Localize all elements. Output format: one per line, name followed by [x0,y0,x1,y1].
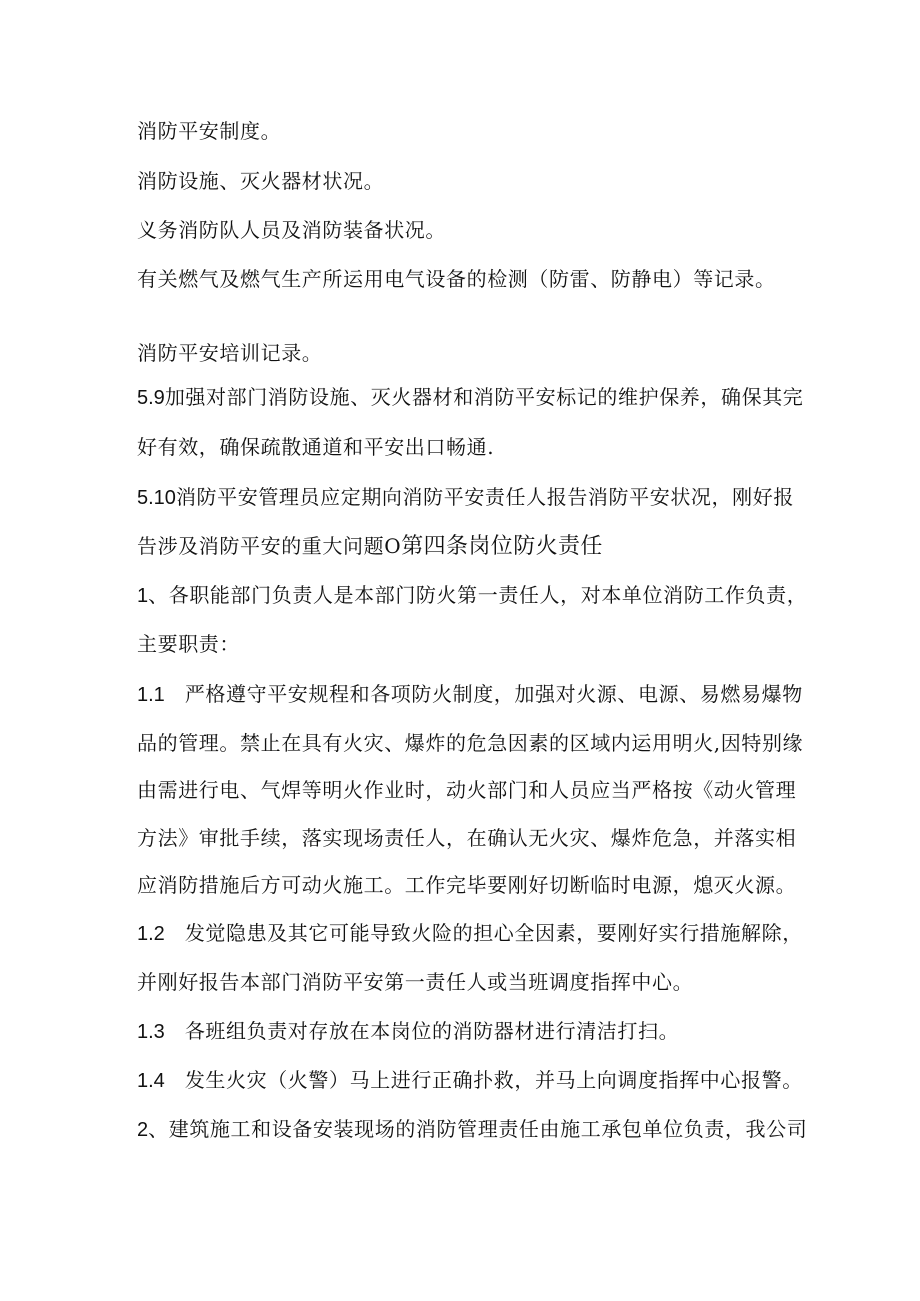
clause-1-3-number: 1.3 [137,1021,165,1043]
clause-5-10-line-1 [137,484,794,511]
clause-2-text: 、建筑施工和设备安装现场的消防管理责任由施工承包单位负责，我公司 [148,1117,808,1141]
clause-1-4-number: 1.4 [137,1070,165,1092]
record-line-2: 消防设施、灭火器材状况。 [137,169,385,193]
clause-5-9-line-2: 好有效，确保疏散通道和平安出口畅通. [137,435,495,459]
clause-1-1-line-2: 品的管理。禁止在具有火灾、爆炸的危急因素的区域内运用明火,因特别缘 [137,731,804,755]
clause-1-3-line-1 [137,1018,679,1045]
record-line-1: 消防平安制度。 [137,119,282,143]
clause-1-2-text: 发觉隐患及其它可能导致火险的担心全因素，要刚好实行措施解除， [184,921,803,945]
clause-5-10-text: 消防平安管理员应定期向消防平安责任人报告消防平安状况，刚好报 [175,485,794,509]
clause-5-10-text-2: 告涉及消防平安的重大问题O [137,534,402,558]
clause-1-4-line-1 [137,1067,803,1094]
record-line-3: 义务消防队人员及消防装备状况。 [137,218,446,242]
clause-5-9-text: 加强对部门消防设施、灭火器材和消防平安标记的维护保养，确保其完 [164,385,804,409]
clause-2-number: 2 [137,1119,149,1141]
clause-1-3-text: 各班组负责对存放在本岗位的消防器材进行清洁打扫。 [184,1019,680,1043]
clause-1-line-1 [137,582,807,609]
clause-5-9-number: 5.9 [137,387,165,409]
clause-1-1-text: 严格遵守平安规程和各项防火制度，加强对火源、电源、易燃易爆物 [184,682,803,706]
clause-1-2-line-1 [137,920,803,947]
clause-1-1-line-3: 由需进行电、气焊等明火作业时，动火部门和人员应当严格按《动火管理 [137,778,797,802]
clause-5-9-line-1 [137,384,803,411]
clause-1-1-line-1 [137,681,803,708]
clause-5-10-line-2 [137,533,603,560]
clause-1-4-text: 发生火灾（火警）马上进行正确扑救，并马上向调度指挥中心报警。 [184,1068,803,1092]
record-line-5: 消防平安培训记录。 [137,341,323,365]
clause-1-1-line-4: 方法》审批手续，落实现场责任人，在确认无火灾、爆炸危急，并落实相 [137,826,797,850]
clause-1-text: 、各职能部门负责人是本部门防火第一责任人，对本单位消防工作负责， [148,583,808,607]
clause-1-number: 1 [137,585,149,607]
clause-1-2-line-2: 并刚好报告本部门消防平安第一责任人或当班调度指挥中心。 [137,970,694,994]
record-line-4: 有关燃气及燃气生产所运用电气设备的检测（防雷、防静电）等记录。 [137,267,776,291]
clause-1-1-line-5: 应消防措施后方可动火施工。工作完毕要刚好切断临时电源，熄灭火源。 [137,873,797,897]
section-heading: 第四条岗位防火责任 [401,534,603,559]
clause-1-line-2: 主要职责： [137,632,240,656]
clause-1-1-number: 1.1 [137,684,165,706]
clause-1-2-number: 1.2 [137,923,165,945]
clause-2-line-1 [137,1116,807,1143]
clause-5-10-number: 5.10 [137,487,176,509]
